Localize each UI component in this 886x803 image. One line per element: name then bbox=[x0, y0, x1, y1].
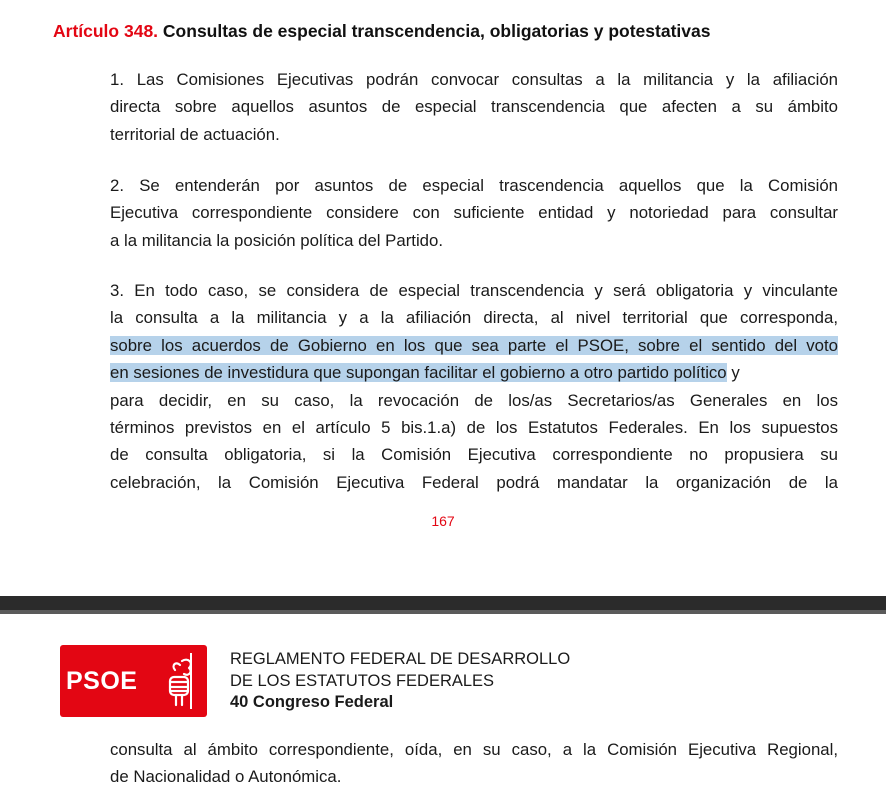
text-line: términos previstos en el artículo 5 bis.1.a) de los Estatutos Federales. En los supuestos bbox=[110, 418, 838, 438]
text-line: para decidir, en su caso, la revocación de los/as Secretarios/as Generales en los bbox=[110, 390, 838, 410]
text-line: a la militancia la posición política del Partido. bbox=[110, 230, 444, 250]
text-line: la consulta a la militancia y a la afiliación directa, al nivel territorial que corresponda, bbox=[110, 308, 838, 328]
text-line: directa sobre aquellos asuntos de especial transcendencia que afecten a su ámbito bbox=[110, 97, 838, 117]
logo-divider bbox=[190, 653, 192, 709]
header-line-2: DE LOS ESTATUTOS FEDERALES bbox=[230, 671, 495, 690]
page-number: 167 bbox=[431, 513, 455, 529]
text-line[interactable] bbox=[110, 332, 838, 359]
text-line: de consulta obligatoria, si la Comisión Ejecutiva correspondiente no propusiera su bbox=[110, 445, 838, 465]
paragraph-3 bbox=[110, 277, 838, 496]
header-line-3: 40 Congreso Federal bbox=[230, 693, 394, 711]
text-line: territorial de actuación. bbox=[110, 124, 280, 144]
page-separator bbox=[0, 596, 886, 614]
psoe-logo bbox=[60, 645, 207, 717]
paragraph-1 bbox=[110, 66, 838, 148]
paragraph-continuation bbox=[110, 736, 838, 791]
text-line: 3. En todo caso, se considera de especial transcendencia y será obligatoria y vinculante bbox=[110, 281, 838, 300]
page-shadow bbox=[0, 610, 886, 614]
text-line: consulta al ámbito correspondiente, oída, en su caso, a la Comisión Ejecutiva Regional, bbox=[110, 740, 838, 759]
text-line: 1. Las Comisiones Ejecutivas podrán convocar consultas a la militancia y la afiliación bbox=[110, 70, 838, 89]
logo-text: PSOE bbox=[66, 667, 138, 695]
text-line: 2. Se entenderán por asuntos de especial trascendencia aquellos que la Comisión bbox=[110, 176, 838, 195]
selected-text[interactable]: sobre los acuerdos de Gobierno en los que sea parte el PSOE, sobre el sentido del voto bbox=[110, 335, 838, 355]
article-title: Consultas de especial transcendencia, obligatorias y potestativas bbox=[162, 21, 711, 41]
text-line: Ejecutiva correspondiente considere con suficiente entidad y notoriedad para consultar bbox=[110, 203, 838, 223]
header-line-1: REGLAMENTO FEDERAL DE DESARROLLO bbox=[230, 650, 571, 668]
text-line[interactable] bbox=[110, 359, 838, 386]
text-line: celebración, la Comisión Ejecutiva Federal podrá mandatar la organización de la bbox=[110, 472, 838, 492]
text-fragment: y bbox=[726, 363, 740, 383]
text-line: de Nacionalidad o Autonómica. bbox=[110, 767, 342, 787]
document-header bbox=[230, 649, 570, 714]
article-heading bbox=[53, 21, 710, 42]
rose-fist-icon bbox=[158, 655, 200, 709]
paragraph-2 bbox=[110, 172, 838, 254]
selected-text[interactable]: en sesiones de investidura que supongan facilitar el gobierno a otro partido político bbox=[110, 363, 727, 383]
article-number: Artículo 348. bbox=[53, 21, 159, 41]
